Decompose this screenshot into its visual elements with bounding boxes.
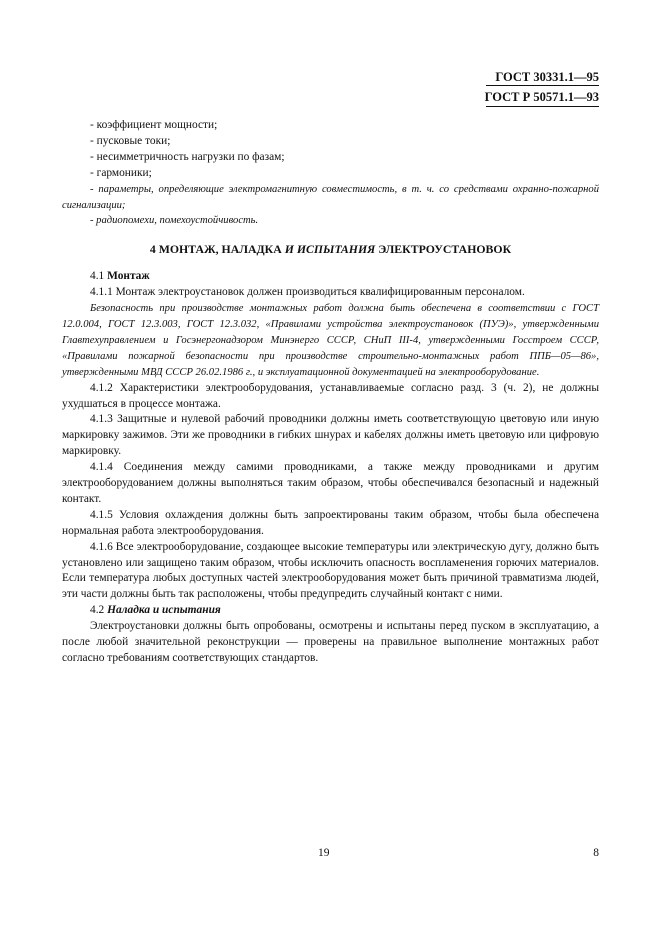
list-item: - гармоники; [90,166,152,179]
subsection-number: 4.2 [90,604,108,617]
paragraph-4-1-3: 4.1.3 Защитные и нулевой рабочий проводники должны иметь соответствующую цветовую или иную маркировку зажимов. Эти же проводники в гибких шнурах и кабелях должны иметь цветовую или цифровую маркировку. [62,413,599,458]
standard-code-secondary: ГОСТ Р 50571.1—93 [484,90,599,104]
section-heading-part: 4 МОНТАЖ, НАЛАДКА [149,242,285,257]
sheet-number: 8 [593,847,599,859]
paragraph-4-2: Электроустановки должны быть опробованы, осмотрены и испытаны перед пуском в эксплуатацию, а после любой значительной реконструкции — проверены на правильное выполнение монтажных работ согласно требованиям соответствующих стандартов. [62,620,599,664]
list-item: - несимметричность нагрузки по фазам; [90,150,285,163]
subsection-title: Наладка и испытания [107,604,221,617]
subsection-title: Монтаж [107,270,150,283]
paragraph-4-1-1: 4.1.1 Монтаж электроустановок должен производиться квалифицированным персоналом. [90,286,525,299]
page-number: 19 [318,847,330,859]
section-heading-part: ЭЛЕКТРОУСТАНОВОК [375,242,512,257]
list-item-italic: - радиопомехи, помехоустойчивость. [90,215,259,227]
section-heading-italic-part: И ИСПЫТАНИЯ [284,242,376,257]
paragraph-4-1-4: 4.1.4 Соединения между самими проводниками, а также между проводниками и другим электрооборудованием должны выполняться таким образом, чтобы обеспечивался безопасный и надежный контакт. [62,461,599,505]
subsection-number: 4.1 [90,270,108,283]
list-item-italic: - параметры, определяющие электромагнитную совместимость, в т. ч. со средствами охранно-пожарной сигнализации; [62,183,599,211]
paragraph-4-1-2: 4.1.2 Характеристики электрооборудования, устанавливаемые согласно разд. 3 (ч. 2), не должны ухудшаться в процессе монтажа. [62,381,599,410]
header-rule-top [486,85,599,86]
document-body [62,118,599,667]
section-heading [62,242,599,258]
standard-code-primary: ГОСТ 30331.1—95 [495,70,599,84]
list-item: - коэффициент мощности; [90,119,218,131]
header-rule-bottom [486,106,599,107]
paragraph-4-1-1-note: Безопасность при производстве монтажных работ должна быть обеспечена в соответствии с ГОСТ 12.0.004, ГОСТ 12.3.003, ГОСТ 12.3.032, «Правилами устройства электроустановок (ПУЭ)», утвержденными Главтехуправлением и Госэнергонадзором Минэнерго СССР, СНиП III-4, утвержденными Госстроем СССР, «Правилами пожарной безопасности при производстве строительно-монтажных работ ППБ—05—86», утвержденными МВД СССР 26.02.1986 г., и эксплуатационной документацией на электрооборудование. [62,303,599,378]
subsection-heading-4-1 [62,269,599,285]
subsection-heading-4-2 [62,603,599,619]
paragraph-4-1-6: 4.1.6 Все электрооборудование, создающее высокие температуры или электрическую дугу, должно быть установлено или защищено таким образом, чтобы исключить опасность воспламенения горючих материалов. Если температура любых доступных частей электрооборудования может быть причиной травматизма людей, эти части должны быть так расположены, чтобы предупредить случайный контакт с ними. [62,540,599,601]
list-item: - пусковые токи; [90,134,171,147]
paragraph-4-1-5: 4.1.5 Условия охлаждения должны быть запроектированы таким образом, чтобы была обеспечена нормальная работа электрооборудования. [62,508,599,537]
